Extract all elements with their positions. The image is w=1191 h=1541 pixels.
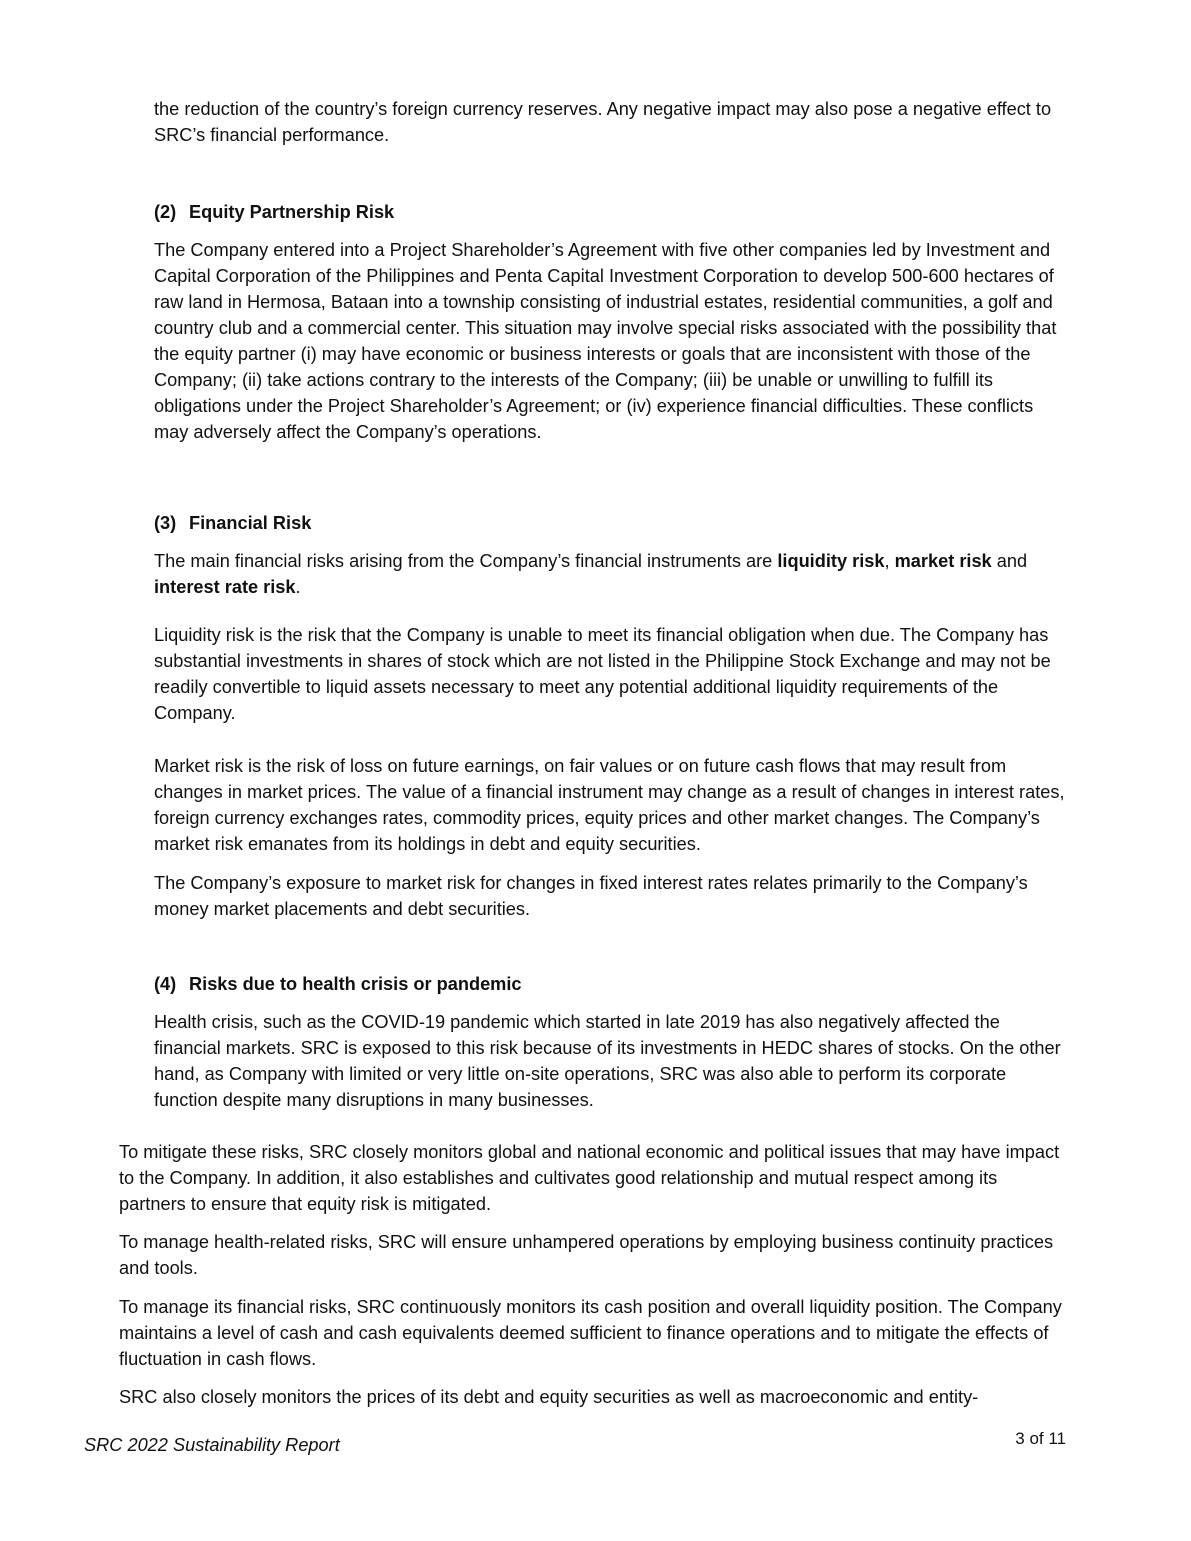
mitigation-paragraph-3: To manage its financial risks, SRC continuously monitors its cash position and overall liquidity position. The Company maintains a level of cash and cash equivalents deemed sufficient to finance operations and to mitigate the effects of fluctuation in cash flows. <box>119 1297 1062 1369</box>
section-3-heading <box>154 510 311 536</box>
section-4-heading <box>154 971 522 997</box>
section-4-number: (4) <box>154 974 177 994</box>
section-2-title: Equity Partnership Risk <box>189 202 395 222</box>
section-4-title: Risks due to health crisis or pandemic <box>189 974 522 994</box>
mitigation-paragraph-1: To mitigate these risks, SRC closely monitors global and national economic and political issues that may have impact to the Company. In addition, it also establishes and cultivates good relationship and mutual respect among its partners to ensure that equity risk is mitigated. <box>119 1142 1060 1214</box>
section-4-body: Health crisis, such as the COVID-19 pandemic which started in late 2019 has also negatively affected the financial markets. SRC is exposed to this risk because of its investments in HEDC shares of stocks. On the other hand, as Company with limited or very little on-site operations, SRC was also able to perform its corporate function despite many disruptions in many businesses. <box>154 1012 1061 1110</box>
section-3-number: (3) <box>154 513 177 533</box>
market-risk-paragraph: Market risk is the risk of loss on future earnings, on fair values or on future cash flows that may result from changes in market prices. The value of a financial instrument may change as a result of changes in interest rates, foreign currency exchanges rates, commodity prices, equity prices and other market changes. The Company’s market risk emanates from its holdings in debt and equity securities. <box>154 756 1065 854</box>
mitigation-paragraph-2: To manage health-related risks, SRC will ensure unhampered operations by employing business continuity practices and tools. <box>119 1232 1054 1278</box>
liquidity-risk-paragraph: Liquidity risk is the risk that the Company is unable to meet its financial obligation when due. The Company has substantial investments in shares of stock which are not listed in the Philippine Stock Exchange and may not be readily convertible to liquid assets necessary to meet any potential additional liquidity requirements of the Company. <box>154 625 1051 723</box>
interest-rate-risk-term: interest rate risk <box>154 577 296 597</box>
section-2-heading <box>154 199 394 225</box>
separator: and <box>991 551 1028 571</box>
section-3-title: Financial Risk <box>189 513 312 533</box>
section-2-body: The Company entered into a Project Shareholder’s Agreement with five other companies led by Investment and Capital Corporation of the Philippines and Penta Capital Investment Corporation to develop 500-600 hectares of raw land in Hermosa, Bataan into a township consisting of industrial estates, residential communities, a golf and country club and a commercial center. This situation may involve special risks associated with the possibility that the equity partner (i) may have economic or business interests or goals that are inconsistent with those of the Company; (ii) take actions contrary to the interests of the Company; (iii) be unable or unwilling to fulfill its obligations under the Project Shareholder’s Agreement; or (iv) experience financial difficulties. These conflicts may adversely affect the Company’s operations. <box>154 240 1057 442</box>
market-risk-term: market risk <box>894 551 992 571</box>
exposure-paragraph: The Company’s exposure to market risk for changes in fixed interest rates relates primarily to the Company’s money market placements and debt securities. <box>154 873 1028 919</box>
section-3-intro <box>154 548 1066 600</box>
footer-report-title: SRC 2022 Sustainability Report <box>84 1435 340 1455</box>
liquidity-risk-term: liquidity risk <box>777 551 885 571</box>
section-2-number: (2) <box>154 202 177 222</box>
footer-page-number: 3 of 11 <box>1015 1429 1066 1448</box>
separator: , <box>884 551 895 571</box>
period: . <box>295 577 301 597</box>
mitigation-paragraph-4: SRC also closely monitors the prices of its debt and equity securities as well as macroeconomic and entity- <box>119 1387 979 1407</box>
intro-paragraph: the reduction of the country’s foreign currency reserves. Any negative impact may also pose a negative effect to SRC’s financial performance. <box>154 99 1052 145</box>
section-3-intro-text: The main financial risks arising from the Company’s financial instruments are <box>154 551 778 571</box>
